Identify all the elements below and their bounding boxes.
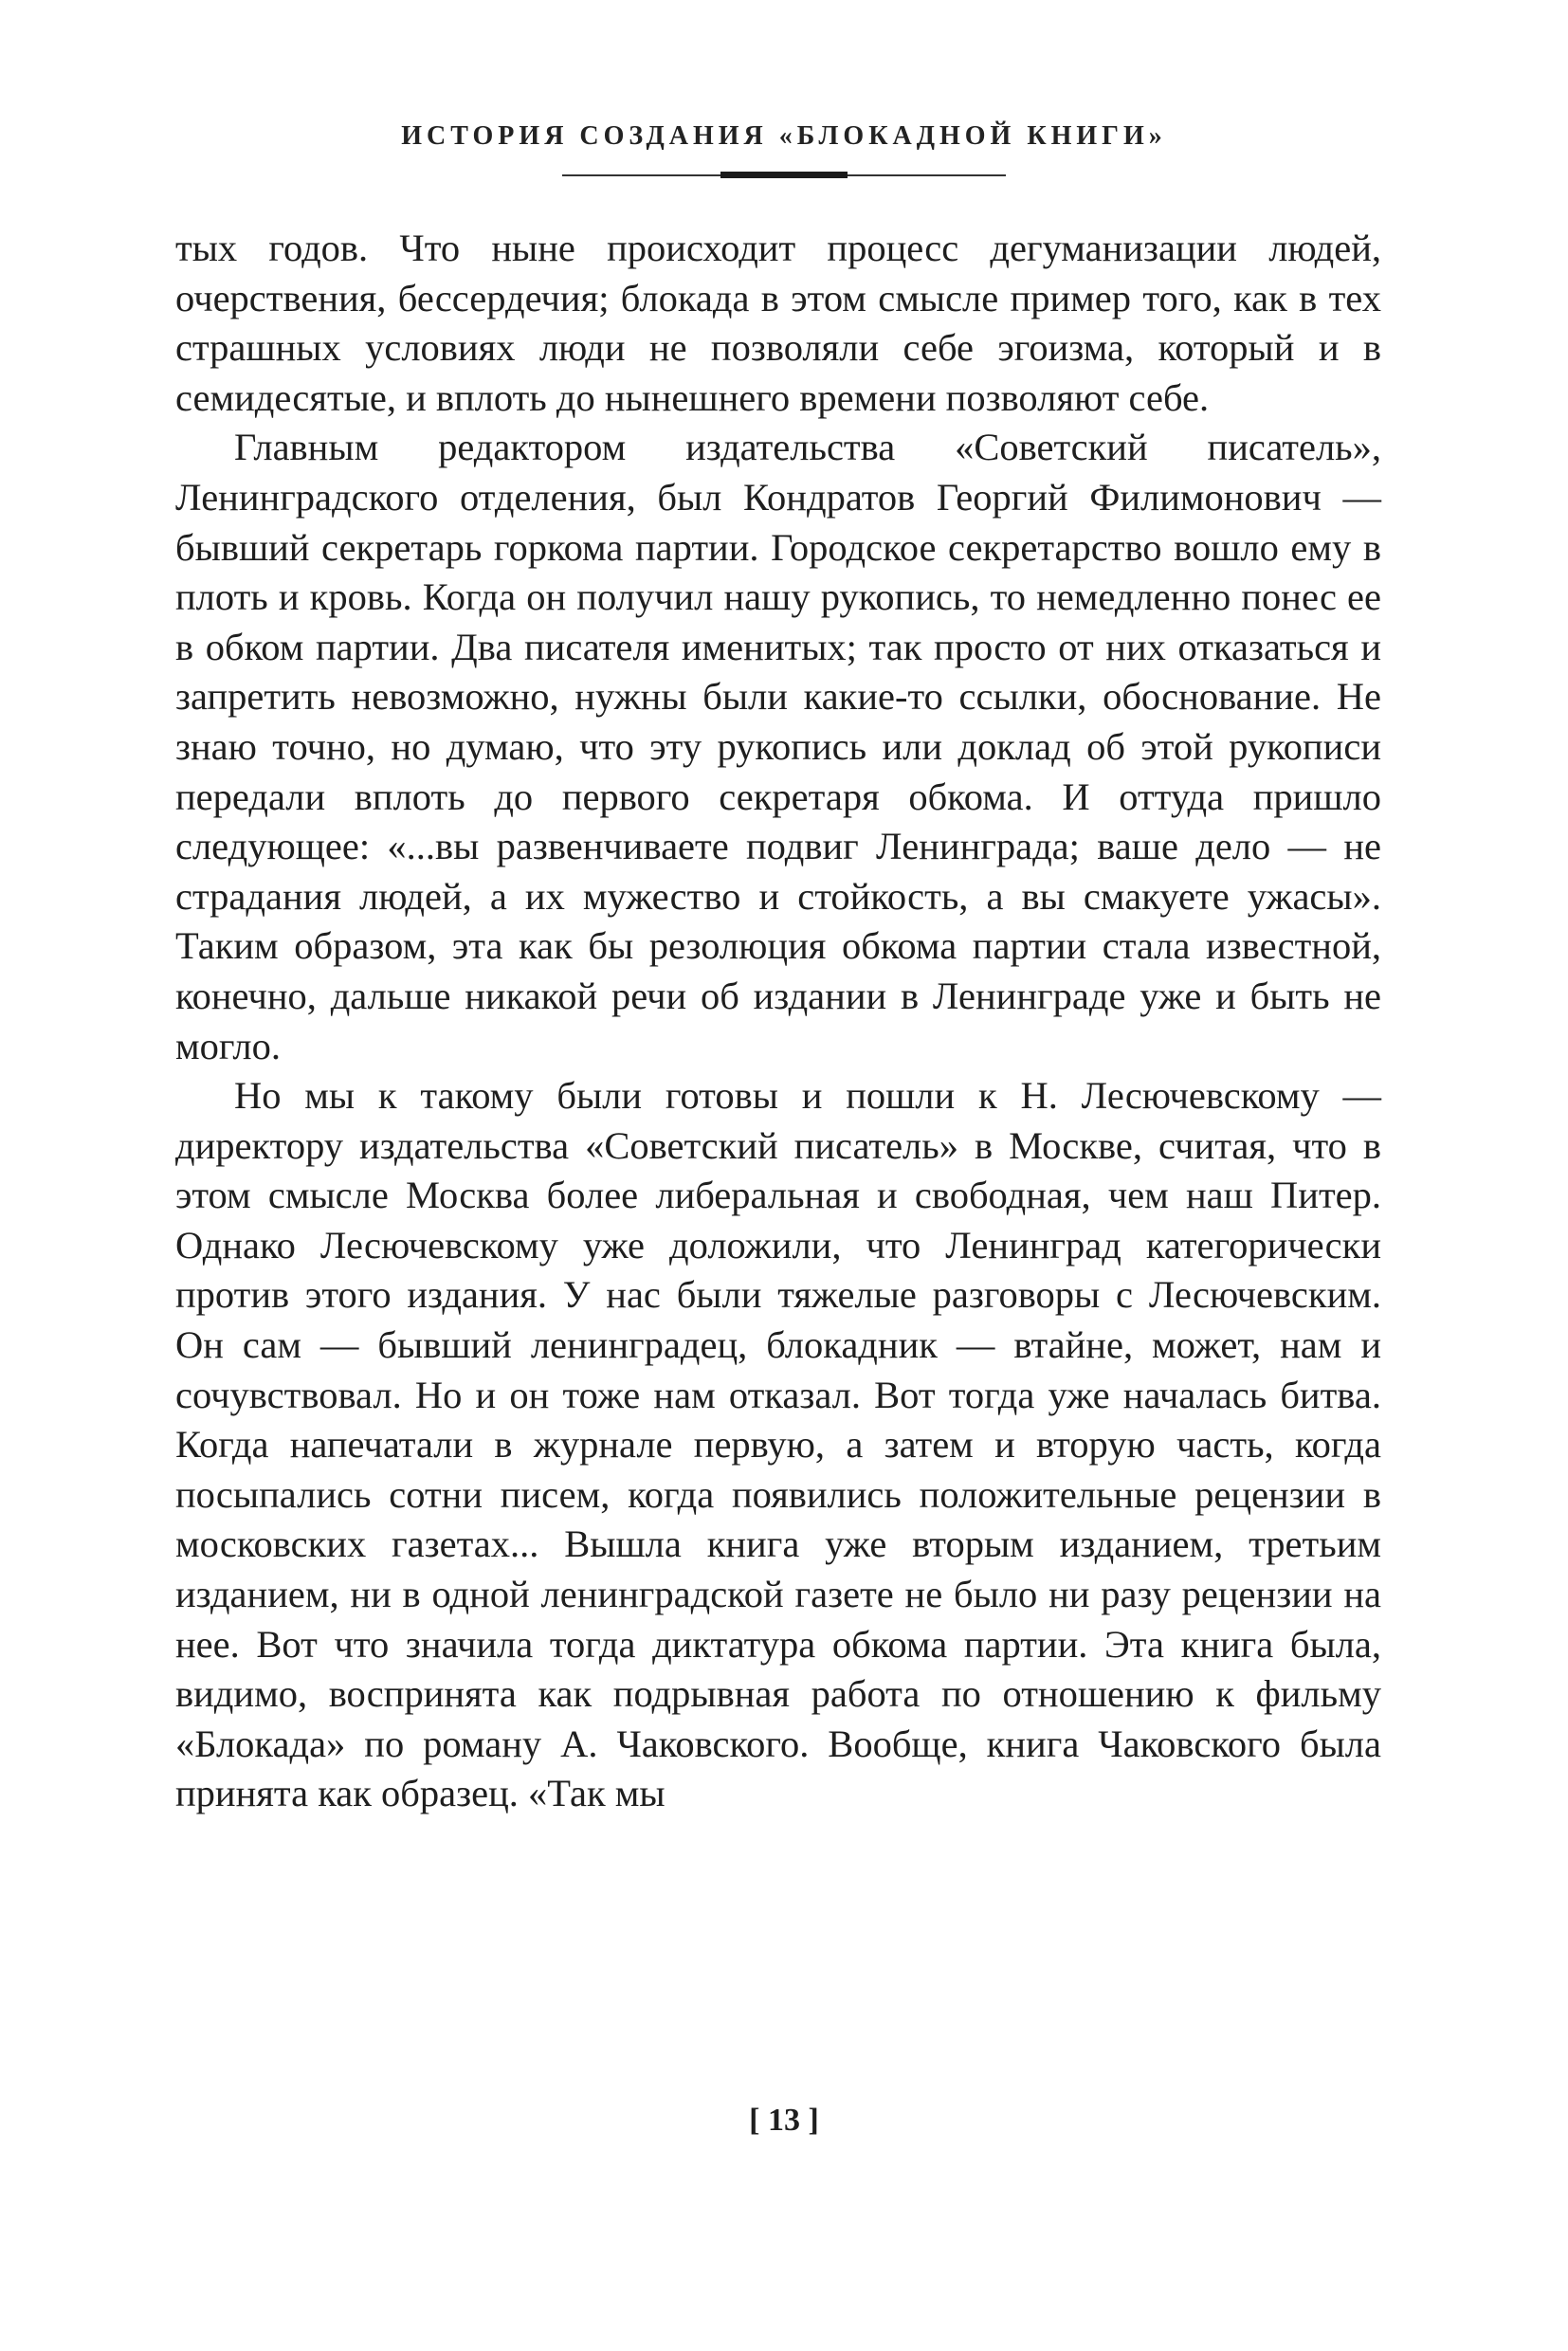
paragraph: Но мы к такому были готовы и пошли к Н. Лесючевскому — директору издательства «Советский писатель» в Москве, считая, что в этом смысле Москва более либеральная и свободная, чем наш Питер. Однако Лесючевскому уже доложили, что Ленинград категорически против этого издания. У нас были тяжелые разговоры с Лесючевским. Он сам — бывший ленинградец, блокадник — втайне, может, нам и сочувствовал. Но и он тоже нам отказал. Вот тогда уже началась битва. Когда напечатали в журнале первую, а затем и вторую часть, когда посыпались сотни писем, когда появились положительные рецензии в московских газетах... Вышла книга уже вторым изданием, третьим изданием, ни в одной ленинградской газете не было ни разу рецензии на нее. Вот что значила тогда диктатура обкома партии. Эта книга была, видимо, воспринята как подрывная работа по отношению к фильму «Блокада» по роману А. Чаковского. Вообще, книга Чаковского была принята как образец. «Так мы xyxy=(175,1074,1381,1815)
paragraph-continued: тых годов. Что ныне происходит процесс дегуманизации людей, очерствения, бессердечия; блокада в этом смысле пример того, как в тех страшных условиях люди не позволяли себе эгоизма, который и в семидесятые, и вплоть до нынешнего времени позволяют себе. xyxy=(175,227,1381,419)
header-rule-accent xyxy=(720,172,848,178)
body-text xyxy=(175,224,1381,1819)
paragraph: Главным редактором издательства «Советский писатель», Ленинградского отделения, был Кондратов Георгий Филимонович — бывший секретарь горкома партии. Городское секретарство вошло ему в плоть и кровь. Когда он получил нашу рукопись, то немедленно понес ее в обком партии. Два писателя именитых; так просто от них отказаться и запретить невозможно, нужны были какие-то ссылки, обоснование. Не знаю точно, но думаю, что эту рукопись или доклад об этой рукописи передали вплоть до первого секретаря обкома. И оттуда пришло следующее: «...вы развенчиваете подвиг Ленинграда; ваше дело — не страдания людей, а их мужество и стойкость, а вы смакуете ужасы». Таким образом, эта как бы резолюция обкома партии стала известной, конечно, дальше никакой речи об издании в Ленинграде уже и быть не могло. xyxy=(175,426,1381,1067)
page-number: [ 13 ] xyxy=(749,2103,819,2138)
running-head: ИСТОРИЯ СОЗДАНИЯ «БЛОКАДНОЙ КНИГИ» xyxy=(401,121,1167,151)
